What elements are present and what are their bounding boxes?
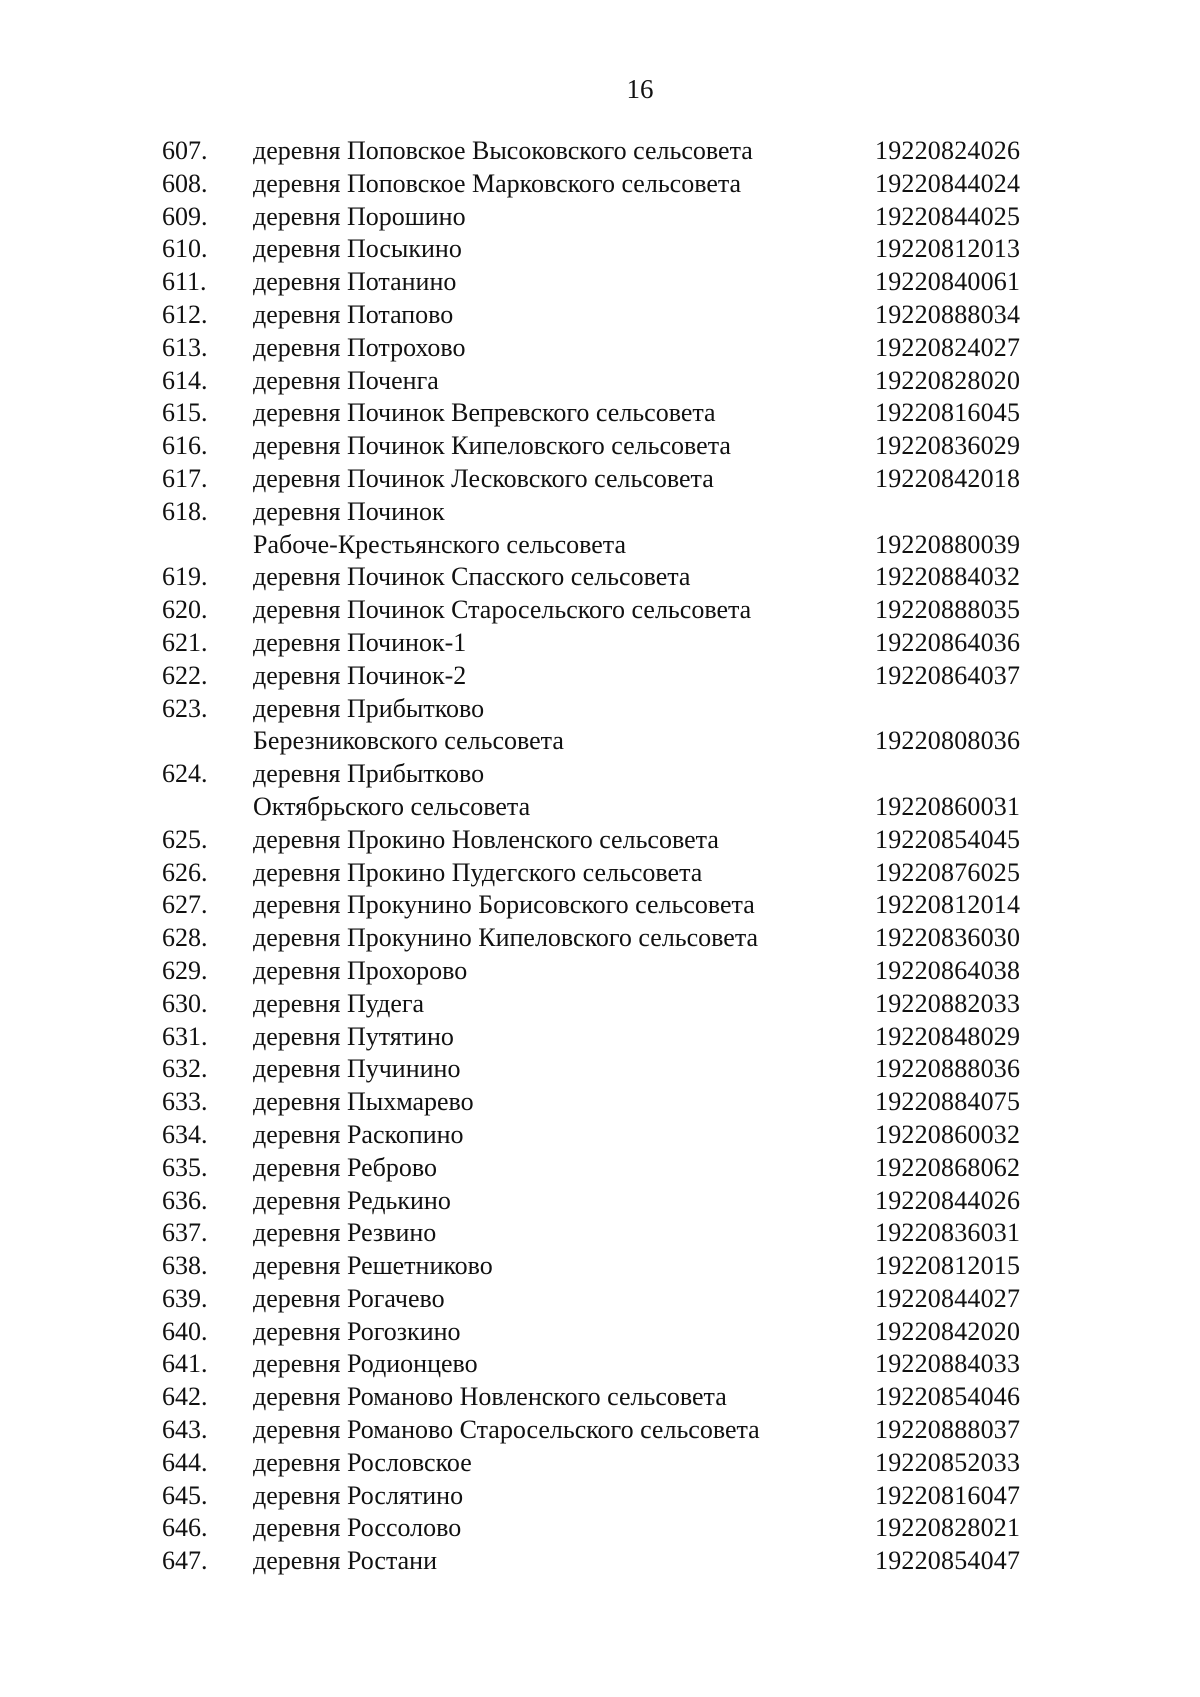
item-number: 616. [162,431,208,461]
list-item [0,1250,1200,1283]
settlement-name [253,1348,863,1381]
oktmo-code: 19220840061 [875,267,1021,297]
settlement-name-line: деревня Поповское Высоковского сельсовета [253,136,753,165]
item-number: 646. [162,1513,208,1543]
settlement-name [253,1316,863,1349]
item-number: 622. [162,660,208,690]
oktmo-code: 19220824027 [875,332,1021,362]
item-number: 610. [162,234,208,264]
oktmo-code: 19220864036 [875,627,1021,657]
oktmo-code: 19220808036 [875,726,1021,756]
oktmo-code: 19220836031 [875,1218,1021,1248]
oktmo-code: 19220888037 [875,1415,1021,1445]
list-item [0,594,1200,627]
settlement-name-line: деревня Прокино Новленского сельсовета [253,824,719,854]
item-number: 647. [162,1546,208,1576]
oktmo-code: 19220828020 [875,365,1021,395]
settlement-name-line: деревня Прибытково [253,759,485,789]
settlement-name [253,1414,863,1447]
settlement-name [253,463,863,496]
settlement-name [253,233,863,266]
settlement-name-line: деревня Посыкино [253,234,462,264]
oktmo-code: 19220854046 [875,1382,1021,1412]
settlement-name [253,1545,863,1578]
settlement-name-line: деревня Починок-2 [253,660,467,690]
settlement-name-line: деревня Починок [253,496,445,526]
item-number: 611. [162,267,207,297]
settlement-name [253,1021,863,1054]
settlement-name-line: деревня Прокино Пудегского сельсовета [253,857,703,887]
settlement-name [253,496,863,562]
oktmo-code: 19220844025 [875,201,1021,231]
settlement-name [253,693,863,759]
settlement-name [253,857,863,890]
list-item [0,857,1200,890]
item-number: 645. [162,1480,208,1510]
item-number: 629. [162,955,208,985]
settlement-name-line: деревня Пудега [253,988,425,1018]
settlement-name-line: Рабоче-Крестьянского сельсовета [253,529,627,559]
list-item [0,1316,1200,1349]
list-item [0,1152,1200,1185]
list-item [0,955,1200,988]
oktmo-code: 19220860031 [875,791,1021,821]
settlement-name-line: деревня Родионцево [253,1349,478,1379]
oktmo-code: 19220888034 [875,299,1021,329]
list-item [0,1185,1200,1218]
oktmo-code: 19220824026 [875,136,1021,165]
settlement-name [253,135,863,168]
list-item [0,168,1200,201]
oktmo-code: 19220812015 [875,1251,1021,1281]
settlement-name-line: деревня Починок Кипеловского сельсовета [253,431,731,461]
list-item [0,1447,1200,1480]
settlement-name-line: деревня Рогозкино [253,1316,461,1346]
list-item [0,463,1200,496]
item-number: 642. [162,1382,208,1412]
settlement-name [253,561,863,594]
list-item [0,201,1200,234]
oktmo-code: 19220854047 [875,1546,1021,1576]
settlement-name-line: деревня Порошино [253,201,466,231]
settlement-name-line: деревня Раскопино [253,1119,464,1149]
settlement-name-line: деревня Пыхмарево [253,1087,474,1117]
settlement-name [253,266,863,299]
oktmo-code: 19220828021 [875,1513,1021,1543]
settlement-name-line: деревня Россолово [253,1513,462,1543]
oktmo-code: 19220844024 [875,168,1021,198]
settlement-name [253,758,863,824]
settlement-name [253,1381,863,1414]
settlement-name [253,332,863,365]
settlement-name-line: деревня Прокунино Кипеловского сельсовета [253,923,759,953]
settlement-name [253,1053,863,1086]
list-item [0,660,1200,693]
settlement-name-line: деревня Починок Лесковского сельсовета [253,463,714,493]
settlement-name [253,168,863,201]
settlement-name-line: деревня Рословское [253,1447,472,1477]
item-number: 626. [162,857,208,887]
oktmo-code: 19220854045 [875,824,1021,854]
settlement-name [253,1086,863,1119]
settlement-name [253,1152,863,1185]
list-item [0,922,1200,955]
item-number: 618. [162,496,208,526]
oktmo-code: 19220860032 [875,1119,1021,1149]
list-item [0,1545,1200,1578]
list-item [0,693,1200,759]
settlement-name [253,988,863,1021]
oktmo-code: 19220836030 [875,923,1021,953]
item-number: 639. [162,1283,208,1313]
settlement-name [253,1283,863,1316]
settlement-list [0,135,1200,1578]
item-number: 607. [162,136,208,165]
item-number: 635. [162,1152,208,1182]
list-item [0,266,1200,299]
list-item [0,1021,1200,1054]
oktmo-code: 19220852033 [875,1447,1021,1477]
item-number: 638. [162,1251,208,1281]
settlement-name [253,627,863,660]
oktmo-code: 19220888035 [875,595,1021,625]
settlement-name-line: деревня Романово Старосельского сельсовета [253,1415,760,1445]
settlement-name [253,1480,863,1513]
oktmo-code: 19220876025 [875,857,1021,887]
item-number: 630. [162,988,208,1018]
settlement-name-line: деревня Потапово [253,299,454,329]
item-number: 640. [162,1316,208,1346]
item-number: 634. [162,1119,208,1149]
item-number: 631. [162,1021,208,1051]
settlement-name-line: деревня Починок Спасского сельсовета [253,562,691,592]
settlement-name [253,1185,863,1218]
oktmo-code: 19220884033 [875,1349,1021,1379]
oktmo-code: 19220812013 [875,234,1021,264]
settlement-name [253,955,863,988]
settlement-name-line: деревня Починок Старосельского сельсовета [253,595,752,625]
item-number: 609. [162,201,208,231]
settlement-name-line: деревня Путятино [253,1021,454,1051]
settlement-name-line: деревня Ростани [253,1546,438,1576]
oktmo-code: 19220848029 [875,1021,1021,1051]
list-item [0,1414,1200,1447]
oktmo-code: 19220816047 [875,1480,1021,1510]
item-number: 608. [162,168,208,198]
item-number: 632. [162,1054,208,1084]
list-item [0,1512,1200,1545]
oktmo-code: 19220864038 [875,955,1021,985]
list-item [0,1086,1200,1119]
oktmo-code: 19220812014 [875,890,1021,920]
settlement-name [253,922,863,955]
item-number: 614. [162,365,208,395]
list-item [0,1053,1200,1086]
list-item [0,627,1200,660]
list-item [0,561,1200,594]
oktmo-code: 19220888036 [875,1054,1021,1084]
list-item [0,1480,1200,1513]
settlement-name-line: деревня Рослятино [253,1480,464,1510]
oktmo-code: 19220864037 [875,660,1021,690]
item-number: 623. [162,693,208,723]
settlement-name [253,201,863,234]
settlement-name-line: деревня Реброво [253,1152,437,1182]
item-number: 619. [162,562,208,592]
settlement-name-line: деревня Потрохово [253,332,466,362]
oktmo-code: 19220880039 [875,529,1021,559]
list-item [0,758,1200,824]
oktmo-code: 19220868062 [875,1152,1021,1182]
settlement-name [253,299,863,332]
settlement-name-line: Октябрьского сельсовета [253,791,531,821]
settlement-name-line: деревня Поповское Марковского сельсовета [253,168,742,198]
settlement-name [253,1447,863,1480]
settlement-name [253,1512,863,1545]
item-number: 621. [162,627,208,657]
list-item [0,1348,1200,1381]
settlement-name [253,365,863,398]
oktmo-code: 19220842018 [875,463,1021,493]
settlement-name [253,1217,863,1250]
settlement-name-line: деревня Починок Вепревского сельсовета [253,398,716,428]
list-item [0,988,1200,1021]
item-number: 643. [162,1415,208,1445]
item-number: 615. [162,398,208,428]
item-number: 617. [162,463,208,493]
settlement-name [253,889,863,922]
settlement-name [253,660,863,693]
item-number: 613. [162,332,208,362]
list-item [0,496,1200,562]
settlement-name [253,824,863,857]
settlement-name-line: деревня Прохорово [253,955,468,985]
oktmo-code: 19220816045 [875,398,1021,428]
item-number: 612. [162,299,208,329]
oktmo-code: 19220844027 [875,1283,1021,1313]
settlement-name-line: деревня Романово Новленского сельсовета [253,1382,727,1412]
oktmo-code: 19220844026 [875,1185,1021,1215]
list-item [0,1381,1200,1414]
item-number: 644. [162,1447,208,1477]
list-item [0,135,1200,168]
oktmo-code: 19220882033 [875,988,1021,1018]
settlement-name [253,430,863,463]
settlement-name-line: деревня Пучинино [253,1054,461,1084]
item-number: 625. [162,824,208,854]
oktmo-code: 19220884032 [875,562,1021,592]
item-number: 620. [162,595,208,625]
settlement-name-line: деревня Редькино [253,1185,451,1215]
list-item [0,397,1200,430]
settlement-name-line: Березниковского сельсовета [253,726,564,756]
settlement-name-line: деревня Решетниково [253,1251,493,1281]
settlement-name-line: деревня Починок-1 [253,627,467,657]
item-number: 633. [162,1087,208,1117]
settlement-name-line: деревня Рогачево [253,1283,445,1313]
oktmo-code: 19220836029 [875,431,1021,461]
oktmo-code: 19220842020 [875,1316,1021,1346]
list-item [0,824,1200,857]
item-number: 641. [162,1349,208,1379]
item-number: 624. [162,759,208,789]
settlement-name [253,397,863,430]
page-number: 16 [626,74,654,104]
list-item [0,332,1200,365]
item-number: 627. [162,890,208,920]
list-item [0,299,1200,332]
list-item [0,889,1200,922]
list-item [0,1119,1200,1152]
settlement-name [253,594,863,627]
settlement-name [253,1250,863,1283]
list-item [0,365,1200,398]
settlement-name [253,1119,863,1152]
settlement-name-line: деревня Прокунино Борисовского сельсовета [253,890,755,920]
oktmo-code: 19220884075 [875,1087,1021,1117]
list-item [0,1283,1200,1316]
list-item [0,430,1200,463]
list-item [0,233,1200,266]
settlement-name-line: деревня Резвино [253,1218,437,1248]
item-number: 628. [162,923,208,953]
list-item [0,1217,1200,1250]
item-number: 637. [162,1218,208,1248]
item-number: 636. [162,1185,208,1215]
settlement-name-line: деревня Поченга [253,365,439,395]
settlement-name-line: деревня Прибытково [253,693,485,723]
settlement-name-line: деревня Потанино [253,267,457,297]
